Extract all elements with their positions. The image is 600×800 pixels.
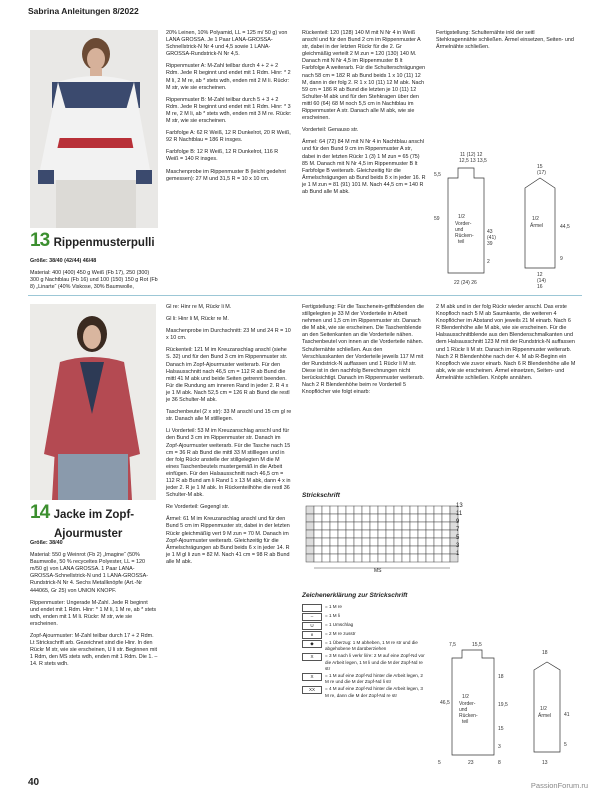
svg-text:1/2: 1/2 [532, 216, 539, 222]
chart-cell [418, 506, 426, 514]
chart-cell [378, 554, 386, 562]
chart-cell [314, 506, 322, 514]
p13-col2 [166, 30, 292, 188]
svg-text:8: 8 [498, 760, 501, 766]
svg-text:19,5: 19,5 [498, 702, 508, 708]
svg-text:43: 43 [487, 229, 493, 235]
chart-cell [338, 554, 346, 562]
svg-text:Ärmel: Ärmel [538, 713, 552, 719]
legend-text: = 1 Überzug: 1 M abheben, 1 M re str und die abgehobene M darüberziehen [325, 640, 418, 652]
chart-cell [354, 530, 362, 538]
p14-col2 [166, 304, 292, 571]
chart-cell [386, 522, 394, 530]
svg-text:1/2: 1/2 [458, 214, 465, 220]
chart-cell [338, 530, 346, 538]
svg-text:und: und [455, 227, 464, 233]
chart-cell [354, 514, 362, 522]
chart-row-label: 9 [456, 519, 460, 525]
chart-cell [442, 554, 450, 562]
chart-cell [322, 538, 330, 546]
svg-text:teil: teil [462, 719, 469, 725]
svg-text:Vorder-: Vorder- [459, 701, 476, 707]
svg-text:7,5: 7,5 [449, 642, 456, 648]
chart-cell [394, 538, 402, 546]
svg-text:Rücken-: Rücken- [455, 233, 474, 239]
p14-c2-p6: Li Vorderteil: 53 M im Kreuzanschlag anschl und für den Bund 3 cm im Rippenmuster str. Danach im Zopf-Ajourmuster weiterarb. Für die Tasche nach 15 cm = 36 R ab Bund die mittl 33 M stilllegen und in der folg Rückr anstelle der stillgelegten M die M eines Taschenbeutels mustergemäß in die Arbeit einfügen. Für den Halsausschnitt nach 46,5 cm = 112 R ab Bund am li Rand 1 x 13 M abk, dann 4 x in jeder 2. R je 1 M abk. In Rückenteilhöhe die restl 36 Schulter-M abk. [166, 428, 291, 499]
chart-row-label: 13 [456, 503, 463, 509]
chart-row-label: 7 [456, 527, 460, 533]
legend-symbol: XX [302, 686, 322, 694]
chart-cell [314, 514, 322, 522]
page-number: 40 [28, 777, 40, 788]
p14-col4 [436, 304, 576, 387]
p13-col3 [302, 30, 426, 201]
chart-cell [306, 506, 314, 514]
chart-cell [434, 538, 442, 546]
legend-symbol: U [302, 622, 322, 630]
chart-cell [322, 514, 330, 522]
chart-cell [354, 554, 362, 562]
chart-cell [330, 546, 338, 554]
svg-text:1/2: 1/2 [540, 706, 547, 712]
chart-cell [330, 514, 338, 522]
strickschrift-title: Strickschrift [302, 492, 340, 499]
chart-cell [434, 506, 442, 514]
chart-cell [426, 546, 434, 554]
chart-cell [410, 546, 418, 554]
p13-c2-p1: 20% Leinen, 10% Polyamid, LL = 125 m/ 50 g) von LANA GROSSA. Je 1 Paar LANA-GROSSA-Schnellstrick-N Nr 4 und 4,5 sowie 1 LANA-GROSSA-Rundstrick-N Nr 4,5. [166, 30, 288, 58]
chart-cell [386, 506, 394, 514]
chart-cell [306, 546, 314, 554]
chart-cell [354, 546, 362, 554]
p14-c2-p4: Rückenteil: 121 M im Kreuzanschlag anschl (siehe S. 32) und für den Bund 3 cm im Rippenmuster str. Danach im Zopf-Ajourmuster weiterarb. Für den Halsausschnitt nach 46,5 cm = 112 R ab Bund die mittl 41 M abk und beide Seiten getrennt beenden. Für die Rundung am inneren Rand in jeder 2. R 4 x je 1 M abk. Nach 52,5 cm = 126 R ab Bund die restl je 36 Schulter-M abk. [166, 347, 290, 404]
chart-cell [418, 530, 426, 538]
chart-cell [378, 506, 386, 514]
pattern-number: 14 [30, 502, 50, 523]
chart-cell [338, 538, 346, 546]
chart-cell [410, 530, 418, 538]
chart-cell [322, 530, 330, 538]
svg-text:5,5: 5,5 [434, 172, 441, 178]
p13-c2-p3: Rippenmuster B: M-Zahl teilbar durch 5 + 3 + 2 Rdm. Jede R beginnt und endet mit 1 Rdm. Hinr: * 3 M re, 2 M li, ab * stets wdh, enden mit 3 M re. Rückr: M str, wie sie erscheinen. [166, 96, 292, 125]
chart-cell [370, 538, 378, 546]
chart-cell [434, 554, 442, 562]
chart-cell [306, 522, 314, 530]
chart-cell [426, 522, 434, 530]
chart-cell [442, 522, 450, 530]
p13-c2-p2: Rippenmuster A: M-Zahl teilbar durch 4 + 2 + 2 Rdm. Jede R beginnt und endet mit 1 Rdm. Hinr: * 2 M li, 2 M re, ab * stets wdh, enden mit 2 M li. Rückr: M str, wie sie erscheinen. [166, 63, 291, 91]
zeichen-title: Zeichenerklärung zur Strickschrift [302, 592, 408, 599]
chart-row-label: 3 [456, 543, 460, 549]
p13-col1 [30, 258, 158, 296]
p14-material: Material: 550 g Weinrot (Fb 2) „Imagine“ (50% Baumwolle, 50 % recyceltes Polyester, LL = 120 m/50 g) von LANA GROSSA. 1 Paar LANA-GROSSA-Schnellstrick-N und 1 LANA-GROSSA-Rundstrick-N Nr 4. Sechs Metallknöpfe (Art.-Nr 444065, Gr 25) von UNION KNOPF. [30, 552, 149, 594]
svg-text:teil: teil [458, 239, 465, 245]
legend-item [302, 622, 426, 630]
knitting-chart-grid [302, 502, 472, 582]
chart-cell [378, 514, 386, 522]
chart-cell [410, 514, 418, 522]
photo-jacket [30, 304, 156, 500]
chart-cell [402, 506, 410, 514]
chart-cell [442, 514, 450, 522]
chart-cell [346, 530, 354, 538]
section-divider [28, 295, 582, 296]
chart-cell [314, 522, 322, 530]
svg-text:(17): (17) [537, 170, 546, 176]
chart-cell [354, 538, 362, 546]
p14-c2-p2: Gl li: Hinr li M, Rückr re M. [166, 316, 229, 323]
p14-c2-p7: Re Vorderteil: Gegengl str. [166, 504, 230, 511]
legend-item [302, 686, 426, 698]
p13-c2-p6: Maschenprobe im Rippenmuster B (leicht gedehnt gemessen): 27 M und 31,5 R = 10 x 10 cm. [166, 168, 286, 182]
legend-text: = 2 M re zusstr [325, 631, 356, 636]
chart-cell [370, 506, 378, 514]
svg-text:Vorder-: Vorder- [455, 221, 472, 227]
legend-text: = 1 M li [325, 613, 340, 618]
chart-cell [322, 554, 330, 562]
chart-cell [394, 546, 402, 554]
legend-item [302, 673, 426, 685]
chart-cell [362, 506, 370, 514]
chart-cell [418, 546, 426, 554]
chart-cell [394, 514, 402, 522]
p13-col4 [436, 30, 576, 56]
svg-text:12: 12 [537, 272, 543, 278]
legend-item [302, 640, 426, 652]
chart-cell [418, 538, 426, 546]
pattern-title: Rippenmusterpulli [53, 237, 155, 249]
schematic-14 [432, 640, 582, 770]
legend-text: = 1 M re [325, 604, 342, 609]
p13-c3-p2: Vorderteil: Genauso str. [302, 127, 359, 134]
svg-text:5: 5 [438, 760, 441, 766]
chart-row-labels [456, 502, 463, 558]
chart-cell [418, 522, 426, 530]
svg-text:41: 41 [564, 712, 570, 718]
legend-symbol [302, 604, 322, 612]
svg-text:23: 23 [468, 760, 474, 766]
chart-cell [426, 530, 434, 538]
legend-item [302, 604, 426, 612]
chart-row-label: 5 [456, 535, 460, 541]
p13-c3-p3: Ärmel: 64 (72) 84 M mit N Nr 4 in Nachtblau anschl und für den Bund 9 cm im Rippenmuster A str, dabei in der letzten Rückr 1 (3) 1 M zun = 65 (75) 85 M. Danach mit N Nr 4,5 im Rippenmuster B lt Farbfolge B weiterarb. Gleichzeitig für die Ärmelschrägungen ab Bund beids 8 x in jeder 16. R je 1 M zun = 81 (91) 101 M. Nach 44,5 cm = 140 R ab Bund alle M abk. [302, 139, 426, 195]
p13-c4-p1: Fertigstellung: Schulternähte inkl der seitl Stehkragennähte schließen. Ärmel einsetzen, Seiten- und Ärmelnähte schließen. [436, 30, 574, 51]
p14-groesse: Größe: 38/40 [30, 540, 63, 546]
chart-cell [394, 554, 402, 562]
chart-cell [386, 514, 394, 522]
chart-cell [442, 546, 450, 554]
svg-text:und: und [459, 707, 468, 713]
p14-c2-p3: Maschenprobe im Durchschnitt: 23 M und 24 R = 10 x 10 cm. [166, 328, 291, 342]
legend-item [302, 613, 426, 621]
chart-cell [346, 506, 354, 514]
chart-cell [346, 514, 354, 522]
chart-cell [410, 506, 418, 514]
chart-cell [402, 522, 410, 530]
knitting-chart [302, 502, 472, 582]
chart-cell [338, 522, 346, 530]
schematic-13 [430, 148, 580, 290]
p14-c3-p1: Fertigstellung: Für die Taschenein-griffsblenden die stillgelegten je 33 M der Vorderteile in Arbeit nehmen und 1,5 cm im Rippenmuster str. Danach die M abk, wie sie erscheinen. Die Taschenblende an den Seitenkanten an die Vorderteile nähen. Taschenbeutel von innen an die Vorderteile nähen. Schulternähte schließen. Aus den Verschlusskanten der Vorderteile jeweils 117 M mit der Rundstrick-N auffassen und 1 Rückr li M str. Diese ist in den nachfolg Berechnungen nicht berücksichtigt. Danach im Rippenmuster weiterarb. Nach 2 R Blendenhöhe beim re Vorderteil 5 Knopflöcher wie folgt einarb: [302, 304, 425, 396]
chart-cell [370, 530, 378, 538]
chart-cell [442, 538, 450, 546]
legend-symbol: X [302, 673, 322, 681]
legend-text: = 1 Umschlag [325, 622, 354, 627]
chart-cell [410, 538, 418, 546]
chart-cell [402, 530, 410, 538]
pattern-13-title [30, 230, 155, 252]
legend-text: = 4 M auf eine Zopf-Nd hinter die Arbeit legen, 3 M re, dann die M der Zopf-Nd re str [325, 686, 423, 698]
chart-cell [306, 554, 314, 562]
chart-cell [434, 514, 442, 522]
chart-cell [370, 514, 378, 522]
svg-text:39: 39 [487, 241, 493, 247]
svg-text:12,5 13 13,5: 12,5 13 13,5 [459, 158, 487, 164]
chart-cell [306, 514, 314, 522]
chart-cell [402, 514, 410, 522]
legend-symbol: ∧ [302, 631, 322, 639]
chart-cell [434, 530, 442, 538]
chart-cell [330, 538, 338, 546]
chart-cell [418, 514, 426, 522]
chart-cell [426, 506, 434, 514]
chart-cell [442, 530, 450, 538]
sweater-illustration [30, 30, 158, 228]
svg-text:18: 18 [498, 674, 504, 680]
legend-text: = 1 M auf eine Zopf-Nd hinter die Arbeit legen, 2 M re und die M der Zopf-Nd li str [325, 673, 423, 685]
legend-item [302, 653, 426, 672]
chart-row-label: 1 [456, 551, 460, 557]
chart-cell [394, 506, 402, 514]
pattern-title-line1: Jacke im Zopf- [53, 509, 135, 521]
chart-cell [314, 538, 322, 546]
chart-cell [346, 538, 354, 546]
svg-text:15: 15 [498, 726, 504, 732]
chart-cell [362, 546, 370, 554]
p13-c3-p1: Rückenteil: 120 (128) 140 M mit N Nr 4 in Weiß anschl und für den Bund 2 cm im Rippenmuster A str, dabei in der letzten Rückr für die 2. Gr gleichmäßig verteilt 2 M zun = 120 (130) 140 M. Danach mit N Nr 4,5 im Rippenmuster B lt Farbfolge A weiterarb. Für die Schulterschrägungen nach 58 cm = 182 R ab Bund beids 1 x 10 (11) 12 M, dann in der folg 2. R 1 x 10 (11) 12 M abk. Nach 59 cm = 186 R ab Bund die letzten je 10 (11) 12 Schulter-M abk und für den Stehkragen über den mittl 60 (64) 68 M noch 5,5 cm in Nachtblau im Rippenmuster A str. Danach alle M abk, wie sie erscheinen. [302, 30, 426, 122]
chart-cell [402, 554, 410, 562]
p14-c2-p8: Ärmel: 61 M im Kreuzanschlag anschl und für den Bund 5 cm im Rippenmuster str, dabei in der letzten Rückr gleichmäßig vert 9 M zun = 70 M. Danach im Zopf-Ajourmuster weiterarb. Gleichzeitig für die Ärmelschrägungen ab Bund beids 6 x in jeder 14. R je 1 M gl li zun = 82 M. Nach 41 cm = 98 R ab Bund alle M abk. [166, 516, 290, 565]
chart-cell [386, 554, 394, 562]
svg-text:9: 9 [560, 256, 563, 262]
chart-cell [330, 506, 338, 514]
chart-cell [346, 522, 354, 530]
svg-text:11 (12) 12: 11 (12) 12 [460, 152, 483, 158]
chart-cell [314, 546, 322, 554]
p14-c2-p1: Gl re: Hinr re M, Rückr li M. [166, 304, 232, 310]
chart-cell [410, 554, 418, 562]
p13-material: Material: 400 (400) 450 g Weiß (Fb 17), 250 (300) 300 g Nachtblau (Fb 16) und 100 (150) 150 g Rot (Fb 8) „Linarte“ (40% Viskose, 30% Baumwolle, [30, 270, 158, 291]
chart-cell [434, 522, 442, 530]
chart-cell [330, 554, 338, 562]
legend-text: = 3 M nach li verkr li/re: 2 M auf eine Zopf-Nd vor die Arbeit legen, 1 M li und die M der Zopf-Nd re str [325, 653, 425, 671]
chart-cell [314, 554, 322, 562]
chart-cell [386, 546, 394, 554]
legend-symbol: X [302, 653, 322, 661]
pattern-number: 13 [30, 230, 50, 251]
chart-cell [426, 538, 434, 546]
watermark: PassionForum.ru [530, 781, 588, 790]
svg-text:5: 5 [564, 742, 567, 748]
svg-text:Ärmel: Ärmel [530, 223, 544, 229]
chart-cell [378, 530, 386, 538]
p14-c2-p5: Taschenbeutel (2 x str): 33 M anschl und 15 cm gl re str. Danach alle M stilllegen. [166, 409, 292, 423]
legend-symbol: ◆ [302, 640, 322, 648]
p13-c2-p5: Farbfolge B: 12 R Weiß, 12 R Dunkelrot, 116 R Weiß = 140 R insges. [166, 149, 279, 163]
legend-item [302, 631, 426, 639]
svg-text:15: 15 [537, 164, 543, 170]
chart-cell [330, 522, 338, 530]
svg-text:13: 13 [542, 760, 548, 766]
chart-cell [362, 538, 370, 546]
chart-cell [386, 538, 394, 546]
chart-cell [370, 522, 378, 530]
chart-cell [442, 506, 450, 514]
svg-text:59: 59 [434, 216, 440, 222]
legend-symbol: – [302, 613, 322, 621]
chart-cell [362, 530, 370, 538]
chart-cell [378, 522, 386, 530]
chart-cell [362, 514, 370, 522]
chart-cell [386, 530, 394, 538]
chart-cell [314, 530, 322, 538]
svg-text:22 (24) 26: 22 (24) 26 [454, 280, 477, 286]
chart-cell [394, 522, 402, 530]
chart-ms-label: MS [374, 568, 382, 574]
svg-text:44,5: 44,5 [560, 224, 570, 230]
chart-cell [410, 522, 418, 530]
chart-cell [338, 514, 346, 522]
pattern-14-title [30, 502, 134, 542]
photo-sweater [30, 30, 158, 228]
chart-cell [378, 546, 386, 554]
chart-cell [338, 546, 346, 554]
chart-cell [434, 546, 442, 554]
chart-cell [370, 554, 378, 562]
chart-cell [338, 506, 346, 514]
svg-text:1/2: 1/2 [462, 694, 469, 700]
page-header: Sabrina Anleitungen 8/2022 [28, 6, 139, 16]
p14-rippen: Rippenmuster: Ungerade M-Zahl. Jede R beginnt und endet mit 1 Rdm. Hinr: * 1 M li, 1 M re, ab * stets wdh, enden mit 1 M li. Rückr: M str, wie sie erscheinen. [30, 599, 157, 627]
chart-cell [354, 522, 362, 530]
svg-text:(14): (14) [537, 278, 546, 284]
svg-text:16: 16 [537, 284, 543, 290]
chart-cell [394, 530, 402, 538]
chart-row-label: 11 [456, 511, 463, 517]
chart-cell [346, 554, 354, 562]
jacket-illustration [30, 304, 156, 500]
chart-cell [362, 522, 370, 530]
chart-cell [418, 554, 426, 562]
svg-text:18: 18 [542, 650, 548, 656]
svg-text:Rücken-: Rücken- [459, 713, 478, 719]
chart-cell [322, 522, 330, 530]
chart-cell [402, 546, 410, 554]
chart-cell [402, 538, 410, 546]
chart-cell [426, 514, 434, 522]
svg-text:2: 2 [487, 259, 490, 265]
p14-c4-p1: 2 M abk und in der folg Rückr wieder anschl. Das erste Knopfloch nach 5 M ab Saumkante, die weiteren 4 Knopflöcher im Abstand von jeweils 21 M einarb. Nach 6 R Blendenhöhe alle M abk, wie sie erscheinen. Für die Halsausschnittblende aus den Blendenschmalkanten und dem Halsausschnitt 123 M mit der Rundstrick-N auffassen und 1 Rückr li M str. Danach im Rippenmuster weiterarb. Nach 2 R Blendenhöhe nach der 4. M ab R-Beginn ein Knopfloch wie zuvor einarb. Nach 6 R Blendenhöhe alle M abk, wie sie erscheinen. Ärmel einsetzen, Seiten- und Ärmelnähte schließen. Knöpfe annähen. [436, 304, 576, 381]
p14-col1 [30, 540, 158, 674]
chart-cell [426, 554, 434, 562]
chart-cell [370, 546, 378, 554]
p13-groesse: Größe: 38/40 (42/44) 46/48 [30, 258, 97, 264]
svg-text:3: 3 [498, 744, 501, 750]
legend [302, 604, 426, 700]
chart-cell [378, 538, 386, 546]
p14-zopf: Zopf-Ajourmuster: M-Zahl teilbar durch 17 + 2 Rdm. Lt Strickschrift arb. Gezeichnet sind die Hinr. In den Rückr M str, wie sie erscheinen, U li str. Beginnen mit 1 Rdm, den MS stets wdh, enden mit 1 Rdm. Die 1. – 14. R stets wdh. [30, 633, 158, 668]
pattern-title-line2: Ajourmuster [54, 528, 123, 540]
chart-cell [322, 506, 330, 514]
chart-cell [362, 554, 370, 562]
chart-cell [354, 506, 362, 514]
p14-col3 [302, 304, 426, 401]
svg-text:15,5: 15,5 [472, 642, 482, 648]
chart-cell [306, 530, 314, 538]
chart-cell [330, 530, 338, 538]
svg-text:46,5: 46,5 [440, 700, 450, 706]
chart-cell [322, 546, 330, 554]
svg-text:(41): (41) [487, 235, 496, 241]
chart-cell [306, 538, 314, 546]
chart-cell [346, 546, 354, 554]
p13-c2-p4: Farbfolge A: 62 R Weiß, 12 R Dunkelrot, 20 R Weiß, 92 R Nachtblau = 186 R insges. [166, 130, 291, 144]
